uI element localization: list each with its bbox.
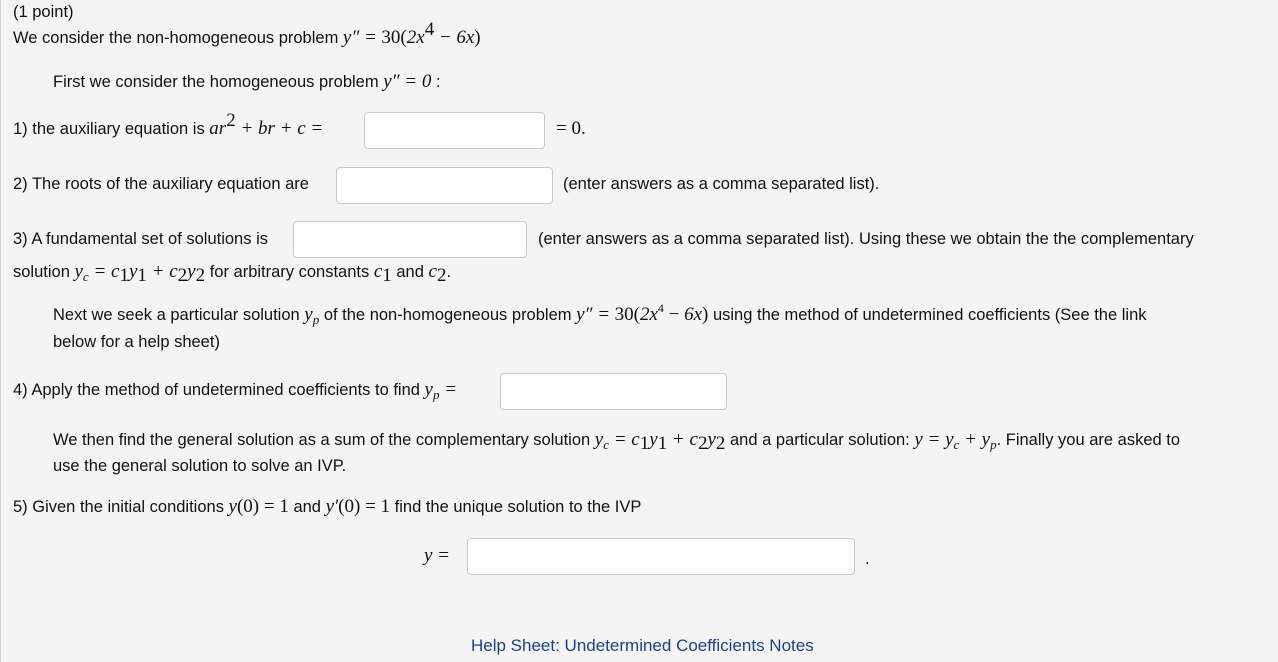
q4-label-row (13, 379, 457, 401)
q1-label: 1) the auxiliary equation is (13, 120, 205, 138)
particular-line1 (53, 301, 1147, 327)
roots-input[interactable] (336, 167, 553, 204)
q1-label-row (13, 110, 324, 140)
aux-eq-lhs: $ar^2$ + br + c = (209, 110, 324, 139)
q3-line2-c: and (396, 263, 424, 281)
ic-yp0: y′(0) = 1 (325, 496, 391, 517)
q2-suffix: (enter answers as a comma separated list). (563, 175, 880, 193)
general-text-c: Finally you are asked to (1005, 431, 1181, 449)
ode-exponent: 4 (424, 19, 435, 40)
ode-lhs: y″ = (342, 27, 377, 48)
q5-label-a: 5) Given the initial conditions (13, 498, 224, 516)
q5-label-row (13, 496, 641, 518)
q4-label: 4) Apply the method of undetermined coefficients to find (13, 381, 420, 399)
particular-text-a: Next we seek a particular solution (53, 306, 300, 324)
yp-eq: $y_p$ = (424, 379, 458, 402)
ic-y0: y(0) = 1 (228, 496, 289, 517)
q3-line2-a: solution (13, 263, 70, 281)
q3-line2: solution $y_c = c_1y_1 + c_2y_2$ for arbitrary constants $c_1$ and $c_2$. (13, 261, 452, 286)
ode-term-a: 2x (406, 27, 425, 48)
const-c1: $c_1$ (373, 261, 392, 286)
help-sheet-link[interactable]: Help Sheet: Undetermined Coefficients Notes (471, 636, 814, 655)
yp-symbol: $y_p$ (304, 304, 320, 327)
q3-suffix: (enter answers as a comma separated list). Using these we obtain the the complementary (538, 230, 1194, 248)
q2-label: 2) The roots of the auxiliary equation are (13, 175, 309, 193)
q3-label: 3) A fundamental set of solutions is (13, 230, 268, 248)
homogeneous-statement (53, 71, 441, 93)
q5-label-c: find the unique solution to the IVP (394, 498, 642, 516)
q1-suffix-text: = 0. (556, 118, 586, 139)
ivp-answer-lhs: y = (424, 545, 451, 566)
ivp-period: . (865, 550, 870, 568)
ode-coefficient: 30 (381, 27, 401, 48)
general-text-b: and a particular solution: (729, 431, 910, 449)
left-border (0, 0, 1, 662)
ivp-solution-input[interactable] (467, 538, 855, 575)
particular-text-c: using the method of undetermined coefficients (See the link (712, 306, 1147, 324)
problem-statement (13, 19, 481, 49)
q3-line2-b: for arbitrary constants (209, 263, 370, 281)
paren-open: ( (400, 27, 407, 48)
general-line2: use the general solution to solve an IVP. (53, 457, 347, 475)
particular-text-b: of the non-homogeneous problem (323, 306, 572, 324)
const-c2: $c_2$ (428, 261, 447, 286)
particular-solution-input[interactable] (500, 373, 727, 410)
ode-lhs-2: y″ = (576, 304, 611, 325)
homogeneous-text: First we consider the homogeneous problem (53, 73, 379, 91)
points-label: (1 point) (13, 3, 74, 21)
complementary-eq: $y_c = c_1y_1 + c_2y_2$ (74, 261, 206, 286)
complementary-eq-2: $y_c = c_1y_1 + c_2y_2$ (594, 429, 726, 454)
aux-equation-input[interactable] (364, 112, 545, 149)
paren-close: ) (474, 27, 481, 48)
ode-rhs-2: $30(2x^4 - 6x)$ (614, 301, 709, 325)
general-text-a: We then find the general solution as a sum of the complementary solution (53, 431, 591, 449)
ode-term-b: − 6x (438, 27, 475, 48)
general-eq: $y = y_c + y_p$ (914, 429, 997, 452)
intro-text: We consider the non-homogeneous problem (13, 29, 339, 47)
q1-suffix (556, 118, 586, 140)
homogeneous-eq: y″ = 0 (383, 71, 432, 92)
general-line1: We then find the general solution as a sum of the complementary solution $y_c = c_1y_1 + c_2y_2$ and a particular solution: $y = y_c + y_p$. Finally you are asked to (53, 429, 1181, 454)
q5-label-b: and (293, 498, 321, 516)
particular-line2: below for a help sheet) (53, 333, 220, 351)
homogeneous-colon: : (435, 73, 441, 91)
fundamental-set-input[interactable] (293, 221, 527, 258)
